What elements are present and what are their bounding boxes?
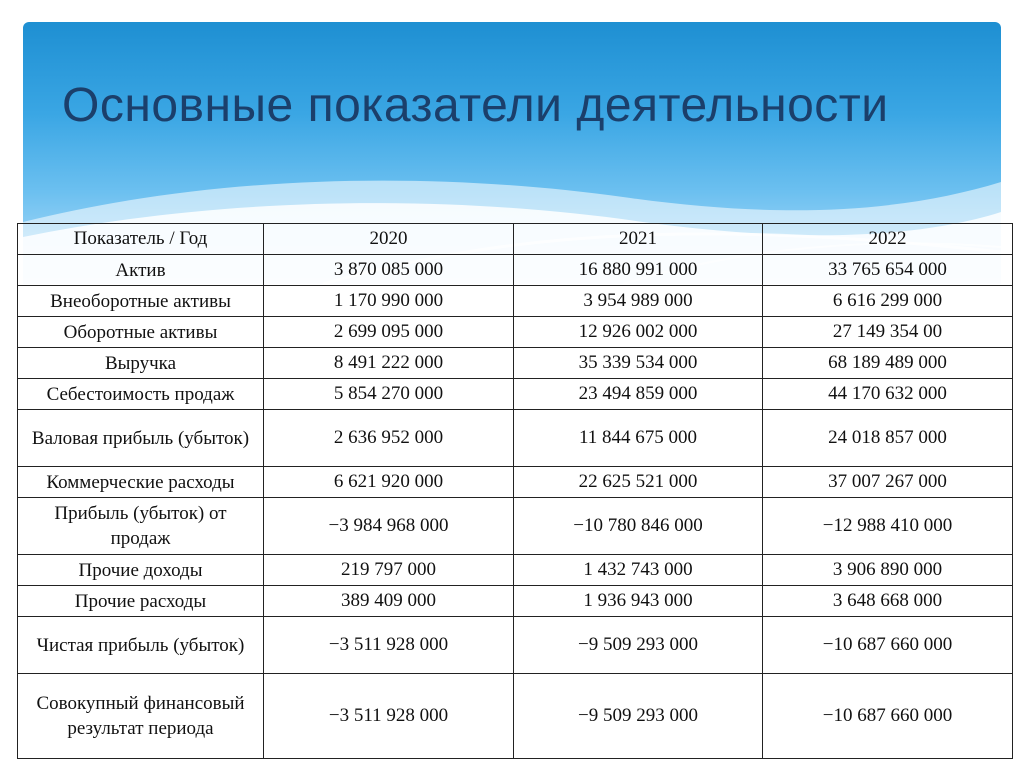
cell-2020: 5 854 270 000 xyxy=(264,379,514,410)
table-row xyxy=(18,317,1013,348)
row-label: Валовая прибыль (убыток) xyxy=(18,410,264,467)
cell-2020: 1 170 990 000 xyxy=(264,286,514,317)
row-label: Выручка xyxy=(18,348,264,379)
table-row xyxy=(18,379,1013,410)
cell-2022: 24 018 857 000 xyxy=(763,410,1013,467)
cell-2021: 22 625 521 000 xyxy=(514,467,763,498)
row-label: Прибыль (убыток) от продаж xyxy=(18,498,264,555)
cell-2021: 3 954 989 000 xyxy=(514,286,763,317)
cell-2021: 23 494 859 000 xyxy=(514,379,763,410)
row-label: Оборотные активы xyxy=(18,317,264,348)
cell-2022: 44 170 632 000 xyxy=(763,379,1013,410)
cell-2020: 219 797 000 xyxy=(264,555,514,586)
row-label: Прочие расходы xyxy=(18,586,264,617)
row-label: Актив xyxy=(18,255,264,286)
cell-2022: 3 648 668 000 xyxy=(763,586,1013,617)
cell-2022: 33 765 654 000 xyxy=(763,255,1013,286)
table-header-row xyxy=(18,224,1013,255)
cell-2020: 389 409 000 xyxy=(264,586,514,617)
cell-2021: 1 432 743 000 xyxy=(514,555,763,586)
cell-2020: 2 636 952 000 xyxy=(264,410,514,467)
cell-2021: 1 936 943 000 xyxy=(514,586,763,617)
cell-2022: 6 616 299 000 xyxy=(763,286,1013,317)
table-row xyxy=(18,255,1013,286)
cell-2022: 27 149 354 00 xyxy=(763,317,1013,348)
column-header-indicator: Показатель / Год xyxy=(18,224,264,255)
column-header-2021: 2021 xyxy=(514,224,763,255)
cell-2020: −3 511 928 000 xyxy=(264,617,514,674)
row-label: Чистая прибыль (убыток) xyxy=(18,617,264,674)
row-label: Себестоимость продаж xyxy=(18,379,264,410)
cell-2022: −10 687 660 000 xyxy=(763,617,1013,674)
cell-2021: −9 509 293 000 xyxy=(514,674,763,759)
slide-title: Основные показатели деятельности xyxy=(62,79,889,132)
cell-2021: −9 509 293 000 xyxy=(514,617,763,674)
table-row xyxy=(18,555,1013,586)
table-row xyxy=(18,410,1013,467)
row-label: Совокупный финансовый результат периода xyxy=(18,674,264,759)
cell-2022: −12 988 410 000 xyxy=(763,498,1013,555)
cell-2021: 11 844 675 000 xyxy=(514,410,763,467)
table-row xyxy=(18,498,1013,555)
table-row xyxy=(18,617,1013,674)
cell-2022: 68 189 489 000 xyxy=(763,348,1013,379)
table-row xyxy=(18,348,1013,379)
cell-2021: 35 339 534 000 xyxy=(514,348,763,379)
row-label: Прочие доходы xyxy=(18,555,264,586)
row-label: Внеоборотные активы xyxy=(18,286,264,317)
cell-2020: −3 511 928 000 xyxy=(264,674,514,759)
row-label: Коммерческие расходы xyxy=(18,467,264,498)
table-row xyxy=(18,674,1013,759)
indicators-table xyxy=(17,223,1013,759)
cell-2020: 2 699 095 000 xyxy=(264,317,514,348)
table-row xyxy=(18,286,1013,317)
cell-2021: 16 880 991 000 xyxy=(514,255,763,286)
column-header-2020: 2020 xyxy=(264,224,514,255)
cell-2020: 3 870 085 000 xyxy=(264,255,514,286)
table-row xyxy=(18,467,1013,498)
indicators-table-container xyxy=(17,223,1012,759)
cell-2021: −10 780 846 000 xyxy=(514,498,763,555)
cell-2020: 8 491 222 000 xyxy=(264,348,514,379)
cell-2022: 37 007 267 000 xyxy=(763,467,1013,498)
table-row xyxy=(18,586,1013,617)
cell-2020: −3 984 968 000 xyxy=(264,498,514,555)
cell-2022: 3 906 890 000 xyxy=(763,555,1013,586)
cell-2021: 12 926 002 000 xyxy=(514,317,763,348)
column-header-2022: 2022 xyxy=(763,224,1013,255)
cell-2020: 6 621 920 000 xyxy=(264,467,514,498)
cell-2022: −10 687 660 000 xyxy=(763,674,1013,759)
